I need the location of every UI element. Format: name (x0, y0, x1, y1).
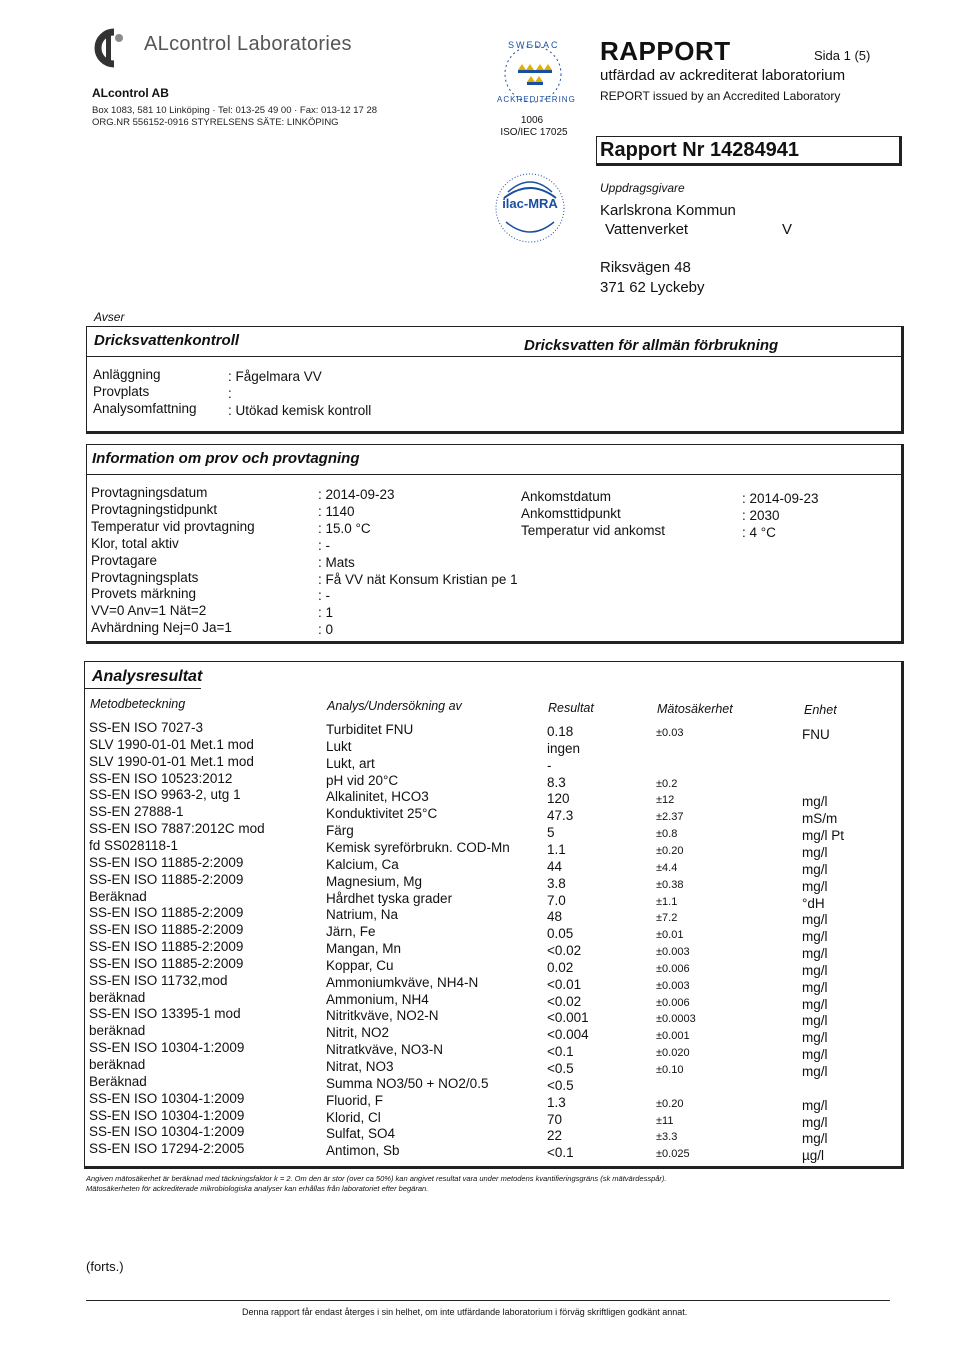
result-unit: mg/l (802, 1131, 828, 1147)
sample-row-label: Provets märkning (91, 586, 197, 602)
ilac-label: ilac-MRA (502, 196, 558, 211)
result-unit: mg/l (802, 1047, 828, 1063)
arrival-row-label: Ankomsttidpunkt (521, 506, 621, 521)
result-method: SS-EN ISO 17294-2:2005 (89, 1141, 245, 1157)
result-unit: mg/l Pt (802, 828, 845, 844)
swedac-subtitle: ACKREDITERING (497, 95, 576, 104)
result-uncertainty: ±0.0003 (656, 1013, 696, 1026)
result-uncertainty: ±0.20 (656, 1097, 684, 1110)
sample-row-value: : 1 (318, 605, 334, 621)
subject-row-value: : Fågelmara VV (228, 369, 322, 384)
sample-row-value: : Få VV nät Konsum Kristian pe 1 (318, 571, 518, 587)
result-unit: mg/l (802, 861, 828, 877)
result-unit: mg/l (802, 962, 828, 978)
result-value: - (547, 757, 552, 773)
result-unit: mg/l (802, 946, 828, 962)
arrival-row-value: : 2014-09-23 (742, 491, 819, 506)
result-analysis: Magnesium, Mg (326, 873, 423, 889)
result-uncertainty: ±0.38 (656, 878, 684, 891)
result-value: 48 (547, 909, 563, 925)
result-uncertainty: ±0.20 (656, 844, 684, 857)
result-analysis: Koppar, Cu (326, 957, 394, 973)
result-uncertainty: ±3.3 (656, 1131, 678, 1144)
result-method: SS-EN ISO 11885-2:2009 (89, 922, 244, 938)
result-method: SS-EN 27888-1 (89, 804, 184, 820)
sample-row-label: Avhärdning Nej=0 Ja=1 (91, 620, 232, 636)
result-analysis: Sulfat, SO4 (326, 1126, 396, 1142)
sample-row-value: : - (318, 537, 330, 553)
result-value: <0.001 (547, 1010, 589, 1026)
swedac-label: SWEDAC (508, 40, 560, 50)
client-street: Riksvägen 48 (600, 259, 691, 276)
result-uncertainty: ±0.001 (656, 1030, 690, 1043)
result-unit: FNU (802, 727, 830, 742)
result-unit: mg/l (802, 996, 828, 1012)
header-uncertainty: Mätosäkerhet (657, 702, 733, 716)
result-method: SS-EN ISO 11885-2:2009 (89, 955, 244, 971)
header-result: Resultat (548, 701, 594, 715)
result-value: ingen (547, 740, 581, 756)
result-value: <0.1 (547, 1145, 574, 1161)
result-uncertainty: ±0.003 (656, 979, 690, 992)
result-uncertainty: ±0.003 (656, 946, 690, 959)
sample-row-value: : - (318, 588, 330, 604)
client-label: Uppdragsgivare (600, 181, 685, 195)
result-unit: mg/l (802, 1030, 828, 1046)
result-uncertainty: ±0.8 (656, 828, 678, 841)
client-city: 371 62 Lyckeby (600, 279, 705, 296)
result-uncertainty: ±1.1 (656, 895, 678, 908)
result-value: 1.3 (547, 1094, 566, 1110)
header-analysis: Analys/Undersökning av (327, 699, 462, 713)
result-method: beräknad (89, 1023, 146, 1039)
result-analysis: Färg (326, 823, 354, 839)
result-value: 7.0 (547, 892, 566, 908)
result-unit: mS/m (802, 811, 838, 827)
result-unit: mg/l (802, 1064, 828, 1079)
result-value: 22 (547, 1128, 563, 1144)
result-uncertainty: ±0.03 (656, 727, 684, 739)
result-analysis: Mangan, Mn (326, 941, 402, 957)
result-method: SS-EN ISO 11885-2:2009 (89, 939, 244, 955)
result-method: SS-EN ISO 9963-2, utg 1 (89, 787, 241, 803)
sample-row-label: Provtagare (91, 552, 158, 568)
result-value: 5 (547, 825, 555, 841)
result-analysis: Nitrit, NO2 (326, 1025, 390, 1041)
lab-name: ALcontrol AB (92, 86, 169, 100)
result-method: beräknad (89, 989, 146, 1005)
result-value: 44 (547, 858, 563, 874)
subject-left-title: Dricksvattenkontroll (94, 332, 240, 349)
result-unit: mg/l (802, 912, 828, 928)
result-unit: mg/l (802, 929, 828, 945)
result-value: 1.1 (547, 841, 566, 857)
result-uncertainty: ±0.2 (656, 777, 678, 790)
result-method: SS-EN ISO 7887:2012C mod (89, 821, 265, 837)
report-number: Rapport Nr 14284941 (600, 139, 799, 161)
sample-row-label: Klor, total aktiv (91, 535, 179, 551)
sample-row-label: VV=0 Anv=1 Nät=2 (91, 603, 207, 619)
footnote-micro: Mätosäkerheten för ackrediterade mikrobiologiska analyser kan erhållas från laboratoriet efter begäran. (86, 1184, 429, 1193)
result-unit: mg/l (802, 1013, 828, 1029)
result-method: SS-EN ISO 10304-1:2009 (89, 1124, 245, 1140)
sample-row-label: Provtagningstidpunkt (91, 501, 218, 517)
page-indicator: Sida 1 (5) (814, 48, 871, 63)
result-analysis: Turbiditet FNU (326, 722, 414, 737)
result-value: 47.3 (547, 808, 574, 824)
sample-row-label: Temperatur vid provtagning (91, 518, 255, 534)
result-uncertainty: ±0.025 (656, 1148, 690, 1161)
result-uncertainty: ±0.006 (656, 962, 690, 975)
arrival-row-value: : 2030 (742, 508, 780, 523)
org-number-line: ORG.NR 556152-0916 STYRELSENS SÄTE: LINKÖPING (92, 117, 339, 128)
address-line: Box 1083, 581 10 Linköping · Tel: 013-25 49 00 · Fax: 013-12 17 28 (92, 105, 378, 116)
accreditation-standard: ISO/IEC 17025 (500, 127, 568, 138)
footer-divider (86, 1300, 890, 1301)
result-value: 70 (547, 1111, 563, 1127)
result-method: SS-EN ISO 10304-1:2009 (89, 1107, 245, 1123)
result-analysis: pH vid 20°C (326, 772, 399, 788)
result-method: SLV 1990-01-01 Met.1 mod (89, 753, 254, 769)
result-value: <0.01 (547, 976, 582, 992)
result-analysis: Klorid, Cl (326, 1109, 381, 1125)
results-title-underline (85, 688, 201, 689)
result-method: SS-EN ISO 10304-1:2009 (89, 1040, 245, 1056)
result-value: <0.004 (547, 1027, 589, 1043)
result-method: Beräknad (89, 1073, 147, 1089)
result-analysis: Antimon, Sb (326, 1143, 400, 1159)
result-unit: mg/l (802, 979, 828, 995)
sample-row-value: : 2014-09-23 (318, 487, 395, 502)
result-uncertainty: ±11 (656, 1114, 674, 1127)
result-analysis: Järn, Fe (326, 924, 376, 940)
result-analysis: Nitrat, NO3 (326, 1059, 394, 1074)
result-analysis: Fluorid, F (326, 1092, 384, 1108)
client-code: V (782, 221, 793, 238)
result-analysis: Natrium, Na (326, 907, 399, 923)
subject-row-value: : Utökad kemisk kontroll (228, 403, 372, 418)
result-analysis: Lukt, art (326, 755, 375, 771)
result-unit: mg/l (802, 1114, 828, 1130)
results-title: Analysresultat (92, 668, 203, 685)
result-uncertainty: ±0.01 (656, 929, 684, 942)
result-analysis: Alkalinitet, HCO3 (326, 789, 429, 805)
subject-row-label: Anläggning (93, 367, 161, 382)
result-unit: mg/l (802, 1097, 828, 1113)
result-method: SLV 1990-01-01 Met.1 mod (89, 736, 254, 752)
result-analysis: Nitratkväve, NO3-N (326, 1042, 444, 1058)
result-analysis: Hårdhet tyska grader (326, 890, 453, 906)
result-value: <0.1 (547, 1044, 574, 1060)
sample-info-divider (87, 474, 901, 475)
result-method: SS-EN ISO 11885-2:2009 (89, 905, 244, 921)
result-analysis: Summa NO3/50 + NO2/0.5 (326, 1075, 489, 1091)
subject-right-title: Dricksvatten för allmän förbrukning (524, 337, 779, 354)
subject-row-label: Analysomfattning (93, 401, 197, 416)
accreditation-number: 1006 (520, 115, 544, 126)
report-subtitle-en: REPORT issued by an Accredited Laboratory (600, 89, 841, 103)
result-analysis: Kalcium, Ca (326, 856, 399, 872)
alcontrol-logo-icon (88, 28, 128, 68)
result-uncertainty: ±4.4 (656, 861, 678, 874)
report-subtitle-sv: utfärdad av ackrediterat laboratorium (600, 67, 846, 84)
sample-row-label: Provtagningsplats (91, 569, 199, 585)
subject-row-value: : (228, 386, 232, 401)
sample-row-value: : 0 (318, 622, 334, 638)
footnote-uncertainty: Angiven mätosäkerhet är beräknad med täckningsfaktor k = 2. Om den är stor (over ca 50%) kan angivet resultat vara under metodens kvantifieringsgräns (sk mätvärdesspår). (86, 1174, 667, 1183)
result-value: 120 (547, 791, 570, 807)
result-value: <0.5 (547, 1061, 574, 1076)
result-method: SS-EN ISO 7027-3 (89, 720, 204, 735)
result-analysis: Ammonium, NH4 (326, 991, 429, 1007)
client-dept: Vattenverket (605, 221, 689, 238)
result-method: SS-EN ISO 11885-2:2009 (89, 871, 244, 887)
result-unit: mg/l (802, 878, 828, 894)
arrival-row-label: Temperatur vid ankomst (521, 523, 666, 538)
result-method: Beräknad (89, 888, 147, 904)
sample-row-value: : 1140 (318, 503, 355, 519)
result-value: <0.02 (547, 993, 582, 1009)
sample-row-label: Provtagningsdatum (91, 485, 208, 500)
result-method: SS-EN ISO 10523:2012 (89, 770, 233, 786)
result-unit: °dH (802, 895, 825, 911)
sample-row-value: : Mats (318, 554, 355, 570)
result-method: fd SS028118-1 (89, 837, 179, 853)
arrival-row-label: Ankomstdatum (521, 489, 612, 504)
subject-label: Avser (94, 310, 125, 324)
result-unit: µg/l (802, 1148, 825, 1164)
result-value: <0.5 (547, 1077, 574, 1093)
report-title: RAPPORT (600, 36, 731, 66)
result-value: 0.02 (547, 959, 574, 975)
result-method: SS-EN ISO 11732,mod (89, 972, 228, 988)
result-uncertainty: ±0.020 (656, 1047, 690, 1060)
result-analysis: Lukt (326, 738, 352, 754)
subject-divider (87, 356, 901, 357)
result-method: SS-EN ISO 10304-1:2009 (89, 1090, 245, 1106)
result-uncertainty: ±0.006 (656, 996, 690, 1009)
result-unit: mg/l (802, 844, 828, 860)
header-method: Metodbeteckning (90, 697, 186, 711)
footer-disclaimer: Denna rapport får endast återges i sin helhet, om inte utfärdande laboratorium i förväg skriftligen godkänt annat. (242, 1307, 688, 1317)
result-value: 8.3 (547, 774, 566, 790)
continued-label: (forts.) (86, 1259, 124, 1274)
result-unit: mg/l (802, 794, 828, 810)
result-value: 0.05 (547, 926, 574, 942)
sample-info-title: Information om prov och provtagning (92, 450, 360, 467)
result-uncertainty: ±12 (656, 794, 675, 807)
result-value: 3.8 (547, 875, 566, 891)
result-uncertainty: ±0.10 (656, 1064, 684, 1076)
header-unit: Enhet (804, 703, 837, 717)
result-analysis: Konduktivitet 25°C (326, 806, 438, 822)
company-name: ALcontrol Laboratories (144, 33, 352, 55)
result-analysis: Ammoniumkväve, NH4-N (326, 974, 479, 990)
result-method: SS-EN ISO 13395-1 mod (89, 1006, 241, 1022)
client-name: Karlskrona Kommun (600, 202, 736, 219)
result-uncertainty: ±7.2 (656, 912, 678, 925)
subject-row-label: Provplats (93, 384, 150, 399)
result-value: 0.18 (547, 724, 574, 739)
arrival-row-value: : 4 °C (742, 525, 776, 540)
result-analysis: Nitritkväve, NO2-N (326, 1008, 439, 1024)
result-uncertainty: ±2.37 (656, 811, 684, 824)
sample-row-value: : 15.0 °C (318, 520, 371, 536)
result-analysis: Kemisk syreförbrukn. COD-Mn (326, 839, 510, 855)
result-method: SS-EN ISO 11885-2:2009 (89, 854, 244, 870)
result-value: <0.02 (547, 943, 582, 959)
result-method: beräknad (89, 1057, 146, 1072)
